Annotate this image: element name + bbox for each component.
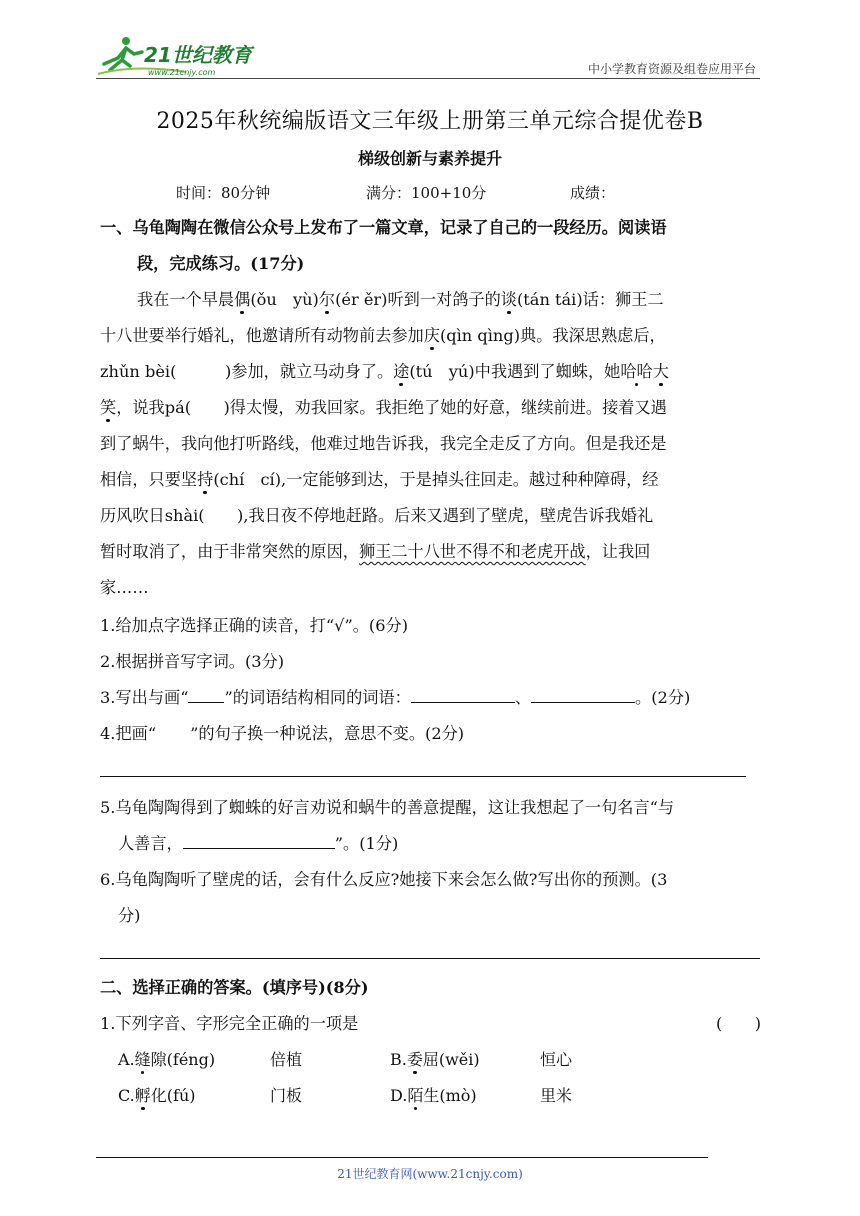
answer-blank[interactable] [411, 688, 515, 703]
site-logo [96, 34, 266, 78]
footer-divider [96, 1157, 708, 1158]
option-d-word: 里米 [540, 1086, 573, 1105]
passage-line-7: 历风吹日shài( ),我日夜不停地赶路。后来又遇到了壁虎，壁虎告诉我婚礼 [100, 506, 654, 525]
passage-line-9: 家…… [100, 578, 149, 597]
passage-line-1: 我在一个早晨偶(ǒu yù)尔(ér ěr)听到一对鸽子的谈(tán tái)话：狮王二 [137, 290, 664, 309]
answer-blank[interactable] [531, 688, 635, 703]
answer-paren[interactable]: ( ) [716, 1014, 762, 1033]
section1-heading: 一、乌龟陶陶在微信公众号上发布了一篇文章，记录了自己的一段经历。阅读语 [100, 218, 667, 237]
question-1-5-cont: 人善言， ”。(1分) [118, 834, 399, 853]
option-c: C.孵化(fú) [118, 1086, 196, 1105]
wavy-underlined-sentence: 狮王二十八世不得不和老虎开战 [359, 542, 586, 561]
question-1-2: 2.根据拼音写字词。(3分) [100, 652, 285, 671]
option-a-word: 倍植 [270, 1050, 303, 1069]
option-d: D.陌生(mò) [390, 1086, 477, 1105]
page-title: 2025年秋统编版语文三年级上册第三单元综合提优卷B [156, 109, 704, 134]
footer-text[interactable]: 21世纪教育网(www.21cnjy.com) [337, 1167, 523, 1181]
section2-heading: 二、选择正确的答案。(填序号)(8分) [100, 978, 369, 997]
question-1-4: 4.把画“ ”的句子换一种说法，意思不变。(2分) [100, 724, 465, 743]
question-1-1: 1.给加点字选择正确的读音，打“√”。(6分) [100, 616, 409, 635]
answer-blank[interactable] [183, 834, 335, 849]
passage-line-2: 十八世要举行婚礼，他邀请所有动物前去参加庆(qìn qìng)典。我深思熟虑后， [100, 326, 666, 345]
exam-full-score: 满分：100+10分 [366, 184, 487, 202]
answer-line[interactable] [100, 776, 746, 777]
option-c-word: 门板 [270, 1086, 303, 1105]
question-1-6-cont: 分) [118, 906, 141, 925]
exam-grade: 成绩： [570, 184, 616, 202]
passage-line-6: 相信，只要坚持(chí cí),一定能够到达，于是掉头往回走。越过种种障碍，经 [100, 470, 659, 489]
question-2-1: 1.下列字音、字形完全正确的一项是 [100, 1014, 359, 1033]
platform-name: 中小学教育资源及组卷应用平台 [587, 62, 756, 76]
question-1-5: 5.乌龟陶陶得到了蜘蛛的好言劝说和蜗牛的善意提醒，这让我想起了一句名言“与 [100, 798, 675, 817]
header-divider [96, 78, 760, 79]
section1-heading-cont: 段，完成练习。(17分) [137, 254, 305, 273]
passage-line-5: 到了蜗牛，我向他打听路线，他难过地告诉我，我完全走反了方向。但是我还是 [100, 434, 667, 453]
option-b: B.委屈(wěi) [390, 1050, 480, 1069]
passage-line-3: zhǔn bèi( )参加，就立马动身了。途(tú yú)中我遇到了蜘蛛，她哈哈大 [100, 362, 669, 381]
option-b-word: 恒心 [540, 1050, 573, 1069]
passage-line-8: 暂时取消了，由于非常突然的原因，狮王二十八世不得不和老虎开战，让我回 [100, 542, 651, 561]
runner-logo-icon [96, 34, 266, 78]
logo-text: 21世纪教育 [144, 43, 252, 67]
question-1-6: 6.乌龟陶陶听了壁虎的话，会有什么反应?她接下来会怎么做?写出你的预测。(3 [100, 870, 668, 889]
logo-url: www.21cnjy.com [148, 68, 216, 77]
page-subtitle: 梯级创新与素养提升 [357, 149, 502, 168]
answer-line[interactable] [100, 958, 760, 959]
exam-time: 时间：80分钟 [176, 184, 271, 202]
option-a: A.缝隙(féng) [118, 1050, 216, 1069]
question-1-3: 3.写出与画“ ”的词语结构相同的词语： 、 。(2分) [100, 688, 691, 707]
passage-line-4: 笑，说我pá( )得太慢，劝我回家。我拒绝了她的好意，继续前进。接着又遇 [100, 398, 667, 417]
